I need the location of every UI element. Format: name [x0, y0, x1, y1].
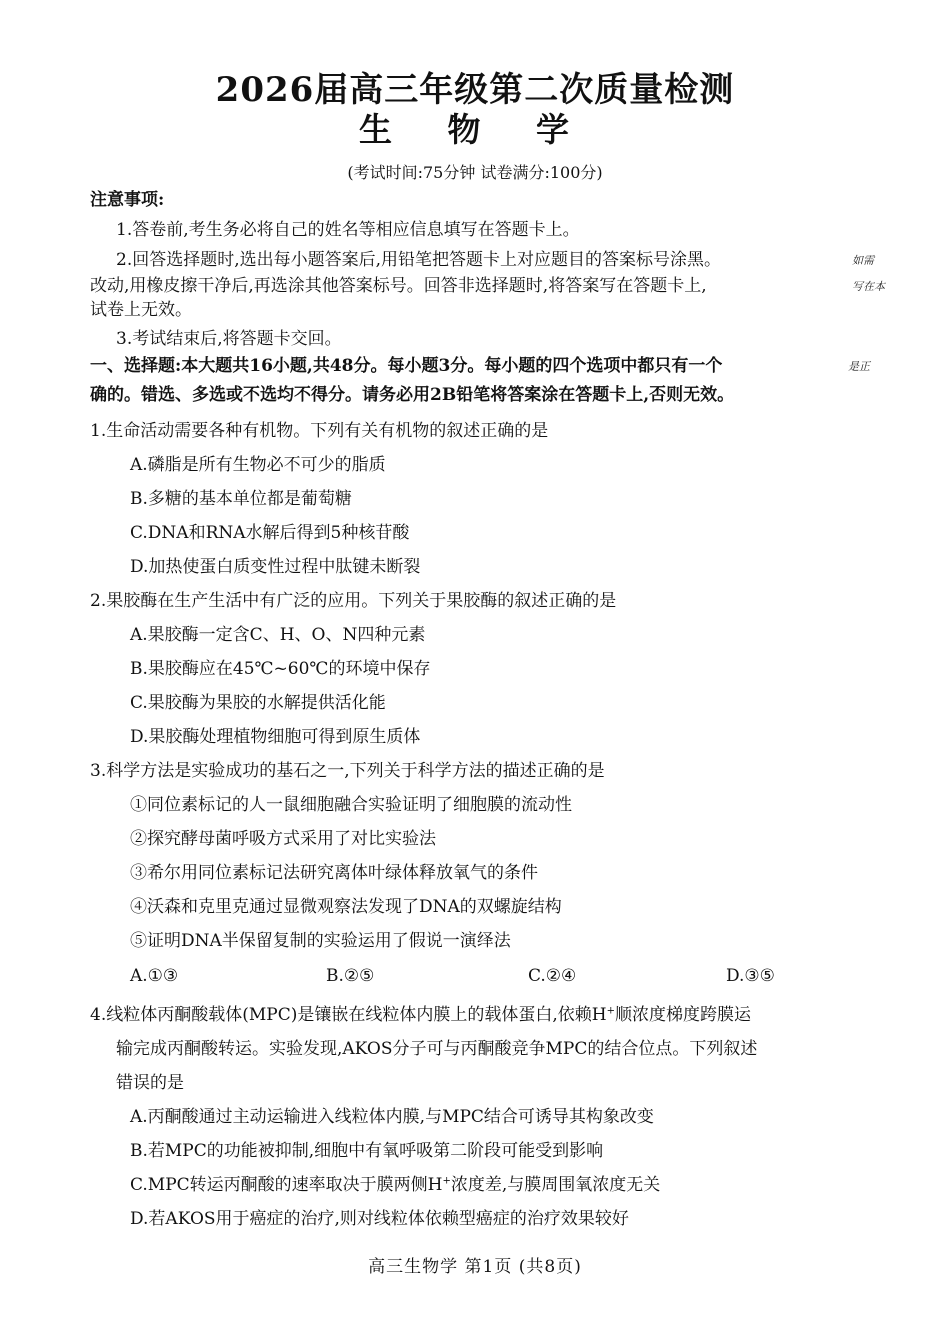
question-3-statement-2: ②探究酵母菌呼吸方式采用了对比实验法 — [130, 829, 436, 849]
handwritten-note: 是正 — [848, 360, 870, 373]
question-4-stem — [90, 1003, 890, 1027]
question-3-stem: 3.科学方法是实验成功的基石之一,下列关于科学方法的描述正确的是 — [90, 761, 605, 781]
notice-item-2-cont: 改动,用橡皮擦干净后,再选涂其他答案标号。回答非选择题时,将答案写在答题卡上, — [90, 276, 707, 296]
question-2-option-c: C.果胶酶为果胶的水解提供活化能 — [130, 693, 386, 713]
notice-item-2-text: 2.回答选择题时,选出每小题答案后,用铅笔把答题卡上对应题目的答案标号涂黑。 — [116, 250, 722, 270]
question-3-choices — [130, 966, 820, 990]
exam-title: 2026届高三年级第二次质量检测 — [215, 70, 735, 110]
notice-item-2-cont2: 试卷上无效。 — [90, 300, 192, 320]
question-3-statement-5: ⑤证明DNA半保留复制的实验运用了假说一演绎法 — [130, 931, 511, 951]
question-4-option-d: D.若AKOS用于癌症的治疗,则对线粒体依赖型癌症的治疗效果较好 — [130, 1209, 629, 1229]
question-4-stem-cont: 输完成丙酮酸转运。实验发现,AKOS分子可与丙酮酸竞争MPC的结合位点。下列叙述 — [116, 1039, 758, 1059]
question-3-option-d: D.③⑤ — [726, 966, 775, 986]
question-1-option-a: A.磷脂是所有生物必不可少的脂质 — [130, 455, 386, 475]
question-3-option-b: B.②⑤ — [326, 966, 375, 986]
question-1-option-b: B.多糖的基本单位都是葡萄糖 — [130, 489, 352, 509]
handwritten-note: 如需 — [852, 254, 874, 267]
question-4-stem-cont2: 错误的是 — [116, 1073, 184, 1093]
question-4-stem-part1: 4.线粒体丙酮酸载体(MPC)是镶嵌在线粒体内膜上的载体蛋白,依赖H — [90, 1005, 607, 1025]
section-instructions: 一、选择题:本大题共16小题,共48分。每小题3分。每小题的四个选项中都只有一个 — [90, 356, 723, 376]
question-3-statement-4: ④沃森和克里克通过显微观察法发现了DNA的双螺旋结构 — [130, 897, 562, 917]
question-1-stem: 1.生命活动需要各种有机物。下列有关有机物的叙述正确的是 — [90, 421, 549, 441]
subject-title: 生 物 学 — [359, 110, 591, 149]
section-instructions-cont: 确的。错选、多选或不选均不得分。请务必用2B铅笔将答案涂在答题卡上,否则无效。 — [90, 385, 735, 405]
question-4-option-c-part1: C.MPC转运丙酮酸的速率取决于膜两侧H — [130, 1175, 443, 1195]
notice-item-1: 1.答卷前,考生务必将自己的姓名等相应信息填写在答题卡上。 — [116, 220, 580, 240]
question-2-option-d: D.果胶酶处理植物细胞可得到原生质体 — [130, 727, 421, 747]
question-3-option-a: A.①③ — [130, 966, 179, 986]
handwritten-note: 写在本 — [852, 280, 885, 293]
question-2-stem: 2.果胶酶在生产生活中有广泛的应用。下列关于果胶酶的叙述正确的是 — [90, 591, 617, 611]
superscript-plus: + — [442, 1175, 451, 1187]
page-footer: 高三生物学 第1页 (共8页) — [368, 1257, 582, 1277]
superscript-plus: + — [606, 1005, 615, 1017]
question-2-option-a: A.果胶酶一定含C、H、O、N四种元素 — [130, 625, 426, 645]
question-4-stem-part2: 顺浓度梯度跨膜运 — [614, 1005, 751, 1025]
notice-item-2 — [116, 248, 916, 272]
question-4-option-b: B.若MPC的功能被抑制,细胞中有氧呼吸第二阶段可能受到影响 — [130, 1141, 604, 1161]
question-1-option-c: C.DNA和RNA水解后得到5种核苷酸 — [130, 523, 410, 543]
question-3-statement-1: ①同位素标记的人一鼠细胞融合实验证明了细胞膜的流动性 — [130, 795, 572, 815]
question-4-option-a: A.丙酮酸通过主动运输进入线粒体内膜,与MPC结合可诱导其构象改变 — [130, 1107, 654, 1127]
notice-item-3: 3.考试结束后,将答题卡交回。 — [116, 329, 342, 349]
question-2-option-b: B.果胶酶应在45℃~60℃的环境中保存 — [130, 659, 431, 679]
question-3-statement-3: ③希尔用同位素标记法研究离体叶绿体释放氧气的条件 — [130, 863, 538, 883]
question-3-option-c: C.②④ — [528, 966, 577, 986]
exam-info: (考试时间:75分钟 试卷满分:100分) — [347, 163, 603, 182]
question-1-option-d: D.加热使蛋白质变性过程中肽键未断裂 — [130, 557, 421, 577]
question-4-option-c — [130, 1173, 930, 1197]
notice-heading: 注意事项: — [90, 190, 165, 210]
question-4-option-c-part2: 浓度差,与膜周围氧浓度无关 — [450, 1175, 661, 1195]
